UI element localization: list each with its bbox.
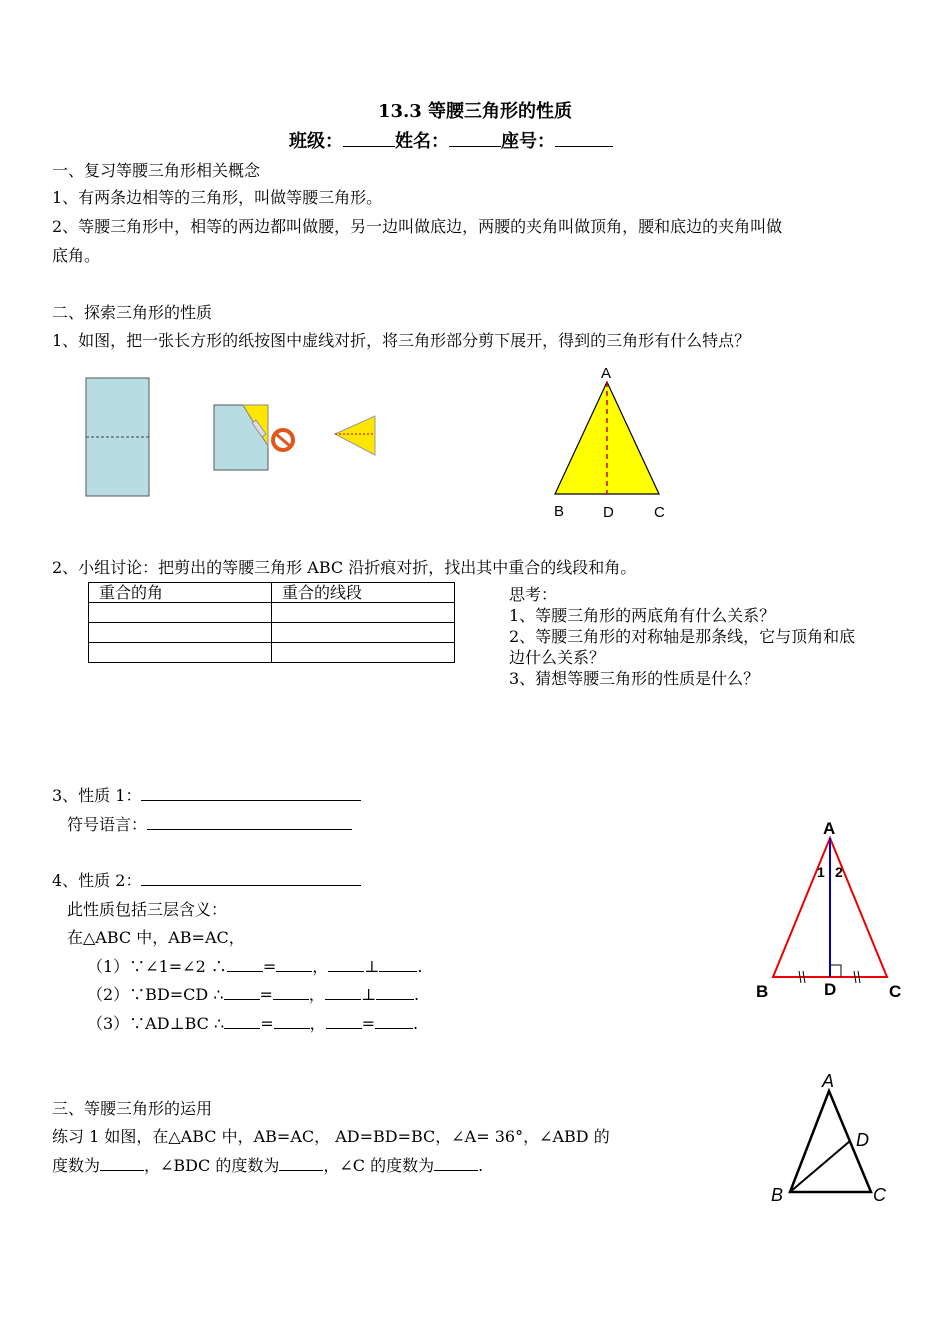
table-row xyxy=(89,603,455,623)
class-label: 班级： xyxy=(289,131,343,152)
label-d: D xyxy=(603,504,614,521)
label-angle-1: 1 xyxy=(817,864,825,880)
symbol-language-blank[interactable] xyxy=(147,815,352,830)
table-cell[interactable] xyxy=(89,623,272,643)
question-2: 2、小组讨论：把剪出的等腰三角形 ABC 沿折痕对折，找出其中重合的线段和角。 xyxy=(52,558,637,577)
answer-blank[interactable] xyxy=(273,985,309,1000)
header-segments: 重合的线段 xyxy=(272,583,455,603)
table-row xyxy=(89,623,455,643)
answer-blank[interactable] xyxy=(326,1014,362,1029)
seat-label: 座号： xyxy=(501,131,555,152)
label-b: B xyxy=(554,503,565,520)
think-title: 思考： xyxy=(509,585,558,604)
property-2-line xyxy=(52,868,361,891)
definition-2-line1: 2、等腰三角形中，相等的两边都叫做腰，另一边叫做底边，两腰的夹角叫做顶角，腰和底边的夹角叫做 xyxy=(52,217,783,236)
meaning-intro: 此性质包括三层含义： xyxy=(67,900,228,919)
answer-blank[interactable] xyxy=(328,957,364,972)
property-2-label: 4、性质 2： xyxy=(52,871,142,890)
label-b2: B xyxy=(756,982,769,1001)
meaning-1: （1）∵∠1=∠2 ∴ = ， ⊥ . xyxy=(87,957,423,976)
property-1-label: 3、性质 1： xyxy=(52,786,142,805)
context-line: 在△ABC 中，AB=AC， xyxy=(67,928,245,947)
name-label: 姓名： xyxy=(395,131,449,152)
header-angles: 重合的角 xyxy=(89,583,272,603)
think-box xyxy=(509,584,855,689)
section1-heading: 一、复习等腰三角形相关概念 xyxy=(52,161,261,180)
answer-blank[interactable] xyxy=(375,1014,413,1029)
think-question-1: 1、等腰三角形的两底角有什么关系？ xyxy=(509,606,776,625)
label-d2: D xyxy=(824,980,837,999)
section2-heading: 二、探索三角形的性质 xyxy=(52,303,213,322)
definition-1: 1、有两条边相等的三角形，叫做等腰三角形。 xyxy=(52,188,383,207)
question-1: 1、如图，把一张长方形的纸按图中虚线对折，将三角形部分剪下展开，得到的三角形有什么特点？ xyxy=(52,331,751,350)
answer-blank[interactable] xyxy=(227,957,263,972)
exercise-1-line2: 度数为 ，∠BDC 的度数为 ，∠C 的度数为 . xyxy=(52,1156,484,1175)
label-a2: A xyxy=(823,819,836,838)
label-a3: A xyxy=(822,1071,835,1091)
label-b3: B xyxy=(771,1185,784,1205)
symbol-language-label: 符号语言： xyxy=(67,815,148,834)
think-question-2a: 2、等腰三角形的对称轴是那条线，它与顶角和底 xyxy=(509,627,856,646)
answer-blank[interactable] xyxy=(276,957,312,972)
table-cell[interactable] xyxy=(89,603,272,623)
definition-2-line2: 底角。 xyxy=(52,246,101,265)
cut-triangle xyxy=(335,416,375,455)
answer-blank[interactable] xyxy=(379,957,417,972)
page-title: 13.3 等腰三角形的性质 xyxy=(377,101,573,122)
label-a: A xyxy=(601,365,612,382)
right-angle-mark xyxy=(830,965,841,977)
answer-blank[interactable] xyxy=(376,985,414,1000)
table-cell[interactable] xyxy=(272,603,455,623)
table-cell[interactable] xyxy=(89,643,272,663)
label-c3: C xyxy=(873,1185,886,1205)
answer-blank[interactable] xyxy=(434,1156,478,1171)
think-question-2b: 边什么关系？ xyxy=(509,648,606,667)
think-question-3: 3、猜想等腰三角形的性质是什么？ xyxy=(509,669,760,688)
symbol-language-line xyxy=(67,812,352,835)
property-1-blank[interactable] xyxy=(141,786,361,801)
answer-blank[interactable] xyxy=(224,1014,260,1029)
answer-blank[interactable] xyxy=(274,1014,310,1029)
section3-heading: 三、等腰三角形的运用 xyxy=(52,1099,213,1118)
table-cell[interactable] xyxy=(272,623,455,643)
answer-blank[interactable] xyxy=(100,1156,144,1171)
exercise-1-line1: 练习 1 如图，在△ABC 中，AB=AC， AD=BD=BC，∠A= 36°，∠ABD 的 xyxy=(52,1127,610,1146)
table-row xyxy=(89,643,455,663)
meaning-2: （2）∵BD=CD ∴ = ， ⊥ . xyxy=(87,985,420,1004)
answer-blank[interactable] xyxy=(279,1156,323,1171)
table-header-row xyxy=(89,583,455,603)
answer-blank[interactable] xyxy=(224,985,260,1000)
label-angle-2: 2 xyxy=(835,864,843,880)
label-c: C xyxy=(654,504,665,521)
overlap-table xyxy=(88,582,455,663)
property-1-line xyxy=(52,783,361,806)
label-d3: D xyxy=(856,1130,869,1150)
meaning-3: （3）∵AD⊥BC ∴ = ， = . xyxy=(87,1014,419,1033)
answer-blank[interactable] xyxy=(325,985,361,1000)
table-cell[interactable] xyxy=(272,643,455,663)
label-c2: C xyxy=(889,982,902,1001)
property-2-blank[interactable] xyxy=(141,871,361,886)
